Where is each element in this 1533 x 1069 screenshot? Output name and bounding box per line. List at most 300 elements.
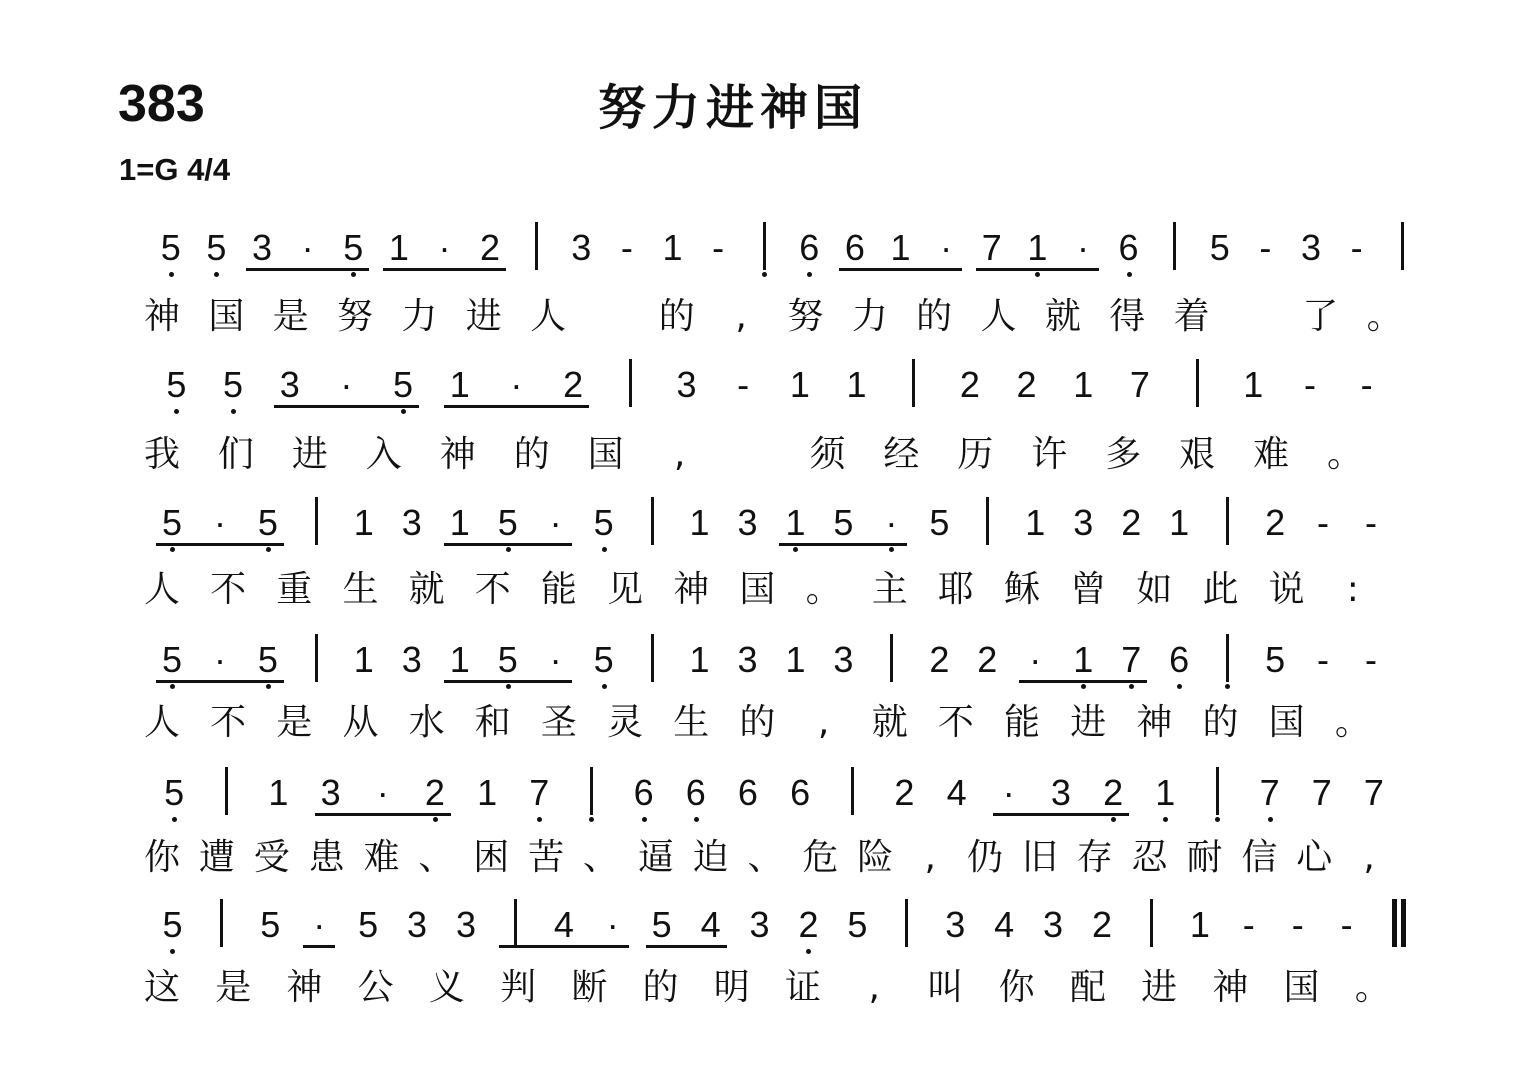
- note-digit: 1: [689, 502, 710, 543]
- note-digit: 6: [844, 227, 865, 268]
- lyric-char: 许: [1031, 434, 1068, 475]
- lyric-char: 遭: [198, 837, 235, 878]
- final-barline: [1401, 899, 1406, 947]
- lyric-char: 你: [143, 837, 180, 878]
- low-octave-dot: [807, 272, 812, 277]
- note-digit: 7: [529, 772, 550, 813]
- lyric-char: 生: [342, 569, 379, 610]
- barline: [651, 634, 654, 682]
- low-octave-dot: [506, 684, 511, 689]
- low-octave-dot: [806, 949, 811, 954]
- barline: [851, 767, 854, 815]
- note-digit: 1: [1073, 639, 1094, 680]
- note-digit: 5: [358, 904, 379, 945]
- barline: [1150, 899, 1153, 947]
- lyric-char: 历: [957, 434, 994, 475]
- lyric-char: 不: [210, 702, 247, 743]
- note-digit: 1: [1025, 502, 1046, 543]
- beam-underline: [976, 268, 1099, 271]
- note-digit: 5: [833, 502, 854, 543]
- dot-rhythm: ·: [549, 502, 562, 543]
- note-digit: 1: [1189, 904, 1210, 945]
- low-octave-dot: [351, 272, 356, 277]
- lyric-char: 入: [365, 434, 402, 475]
- barline: [1216, 767, 1219, 815]
- note-digit: 6: [1169, 639, 1190, 680]
- lyric-char: 的: [916, 296, 953, 337]
- lyric-char: 神: [673, 569, 710, 610]
- lyric-char: 、: [582, 837, 619, 878]
- hymn-title: 努力进神国: [598, 80, 869, 136]
- dot-rhythm: ·: [213, 502, 226, 543]
- dot-rhythm: ·: [301, 227, 314, 268]
- barline: [905, 899, 908, 947]
- lyric-char: 国: [587, 434, 624, 475]
- lyric-char: 努: [787, 296, 824, 337]
- lyric-char: 就: [408, 569, 445, 610]
- lyric-char: 明: [713, 967, 750, 1008]
- lyric-char: 心: [1296, 837, 1333, 878]
- lyric-char: 患: [308, 837, 345, 878]
- lyric-char: 多: [1105, 434, 1142, 475]
- low-octave-dot: [401, 409, 406, 414]
- extension-dash: -: [737, 364, 750, 405]
- lyric-char: 能: [1004, 702, 1041, 743]
- lyric-char: 耶: [937, 569, 974, 610]
- note-digit: 6: [685, 772, 706, 813]
- note-digit: 1: [449, 502, 470, 543]
- note-digit: 3: [676, 364, 697, 405]
- lyric-char: ,: [673, 434, 686, 475]
- lyric-char: 、: [418, 837, 455, 878]
- lyric-char: ,: [868, 967, 880, 1008]
- low-octave-dot: [266, 547, 271, 552]
- lyric-char: 受: [253, 837, 290, 878]
- note-digit: 1: [1027, 227, 1048, 268]
- barline: [1196, 359, 1199, 407]
- low-octave-dot: [889, 547, 894, 552]
- note-digit: 5: [206, 227, 227, 268]
- lyric-char: 耐: [1186, 837, 1223, 878]
- lyric-char: 重: [276, 569, 313, 610]
- lyric-char: 曾: [1070, 569, 1107, 610]
- note-digit: 7: [981, 227, 1002, 268]
- barline: [225, 767, 228, 815]
- lyric-char: 判: [500, 967, 537, 1008]
- lyric-char: 逼: [637, 837, 674, 878]
- low-octave-dot: [1081, 684, 1086, 689]
- lyric-char: 。: [1334, 702, 1371, 743]
- note-digit: 1: [353, 502, 374, 543]
- note-digit: 5: [260, 904, 281, 945]
- beam-underline: [444, 543, 572, 546]
- beam-underline: [156, 543, 284, 546]
- lyric-char: 灵: [607, 702, 644, 743]
- barline: [763, 222, 766, 270]
- dot-rhythm: ·: [510, 364, 523, 405]
- low-octave-dot: [170, 547, 175, 552]
- lyric-char: 就: [1044, 296, 1081, 337]
- lyric-char: 神: [143, 296, 180, 337]
- note-digit: 1: [449, 639, 470, 680]
- beam-underline: [499, 945, 629, 948]
- lyric-char: ,: [924, 837, 936, 878]
- note-digit: 1: [1155, 772, 1176, 813]
- lyric-char: 得: [1109, 296, 1146, 337]
- lyric-char: 力: [401, 296, 438, 337]
- note-digit: 1: [268, 772, 289, 813]
- lyric-char: 困: [473, 837, 510, 878]
- note-digit: 5: [161, 639, 182, 680]
- note-digit: 3: [407, 904, 428, 945]
- lyric-char: 存: [1076, 837, 1113, 878]
- beam-underline: [383, 268, 506, 271]
- note-digit: 6: [790, 772, 811, 813]
- note-digit: 3: [737, 502, 758, 543]
- low-octave-dot: [589, 817, 594, 822]
- lyric-char: 见: [607, 569, 644, 610]
- lyric-char: 须: [809, 434, 846, 475]
- low-octave-dot: [642, 817, 647, 822]
- low-octave-dot: [169, 272, 174, 277]
- note-digit: 3: [320, 772, 341, 813]
- dot-rhythm: ·: [313, 904, 326, 945]
- barline: [651, 497, 654, 545]
- note-digit: 1: [846, 364, 867, 405]
- note-digit: 2: [894, 772, 915, 813]
- note-digit: 1: [662, 227, 683, 268]
- lyric-char: 从: [342, 702, 379, 743]
- lyric-char: 迫: [692, 837, 729, 878]
- extension-dash: -: [1303, 364, 1316, 405]
- extension-dash: -: [1259, 227, 1272, 268]
- extension-dash: -: [1291, 904, 1304, 945]
- beam-underline: [646, 945, 727, 948]
- dot-rhythm: ·: [885, 502, 898, 543]
- note-digit: 7: [1259, 772, 1280, 813]
- note-digit: 3: [1050, 772, 1071, 813]
- note-digit: 5: [257, 502, 278, 543]
- note-digit: 6: [799, 227, 820, 268]
- lyric-char: 配: [1069, 967, 1106, 1008]
- low-octave-dot: [537, 817, 542, 822]
- barline: [1173, 222, 1176, 270]
- lyric-char: 人: [143, 702, 180, 743]
- note-digit: 5: [166, 364, 187, 405]
- barline: [890, 634, 893, 682]
- note-digit: 3: [749, 904, 770, 945]
- lyric-char: 神: [286, 967, 323, 1008]
- extension-dash: -: [712, 227, 725, 268]
- lyric-char: 就: [871, 702, 908, 743]
- lyric-char: 信: [1241, 837, 1278, 878]
- note-digit: 4: [553, 904, 574, 945]
- lyric-char: 人: [530, 296, 567, 337]
- note-digit: 1: [890, 227, 911, 268]
- lyric-char: 说: [1268, 569, 1305, 610]
- lyric-char: 是: [276, 702, 313, 743]
- note-digit: 3: [1043, 904, 1064, 945]
- note-digit: 5: [164, 772, 185, 813]
- note-digit: 2: [424, 772, 445, 813]
- lyric-char: 。: [1327, 434, 1364, 475]
- note-digit: 1: [477, 772, 498, 813]
- note-digit: 2: [1121, 502, 1142, 543]
- lyric-char: :: [1346, 569, 1359, 610]
- lyric-char: 这: [143, 967, 180, 1008]
- lyric-char: 神: [1212, 967, 1249, 1008]
- note-digit: 3: [833, 639, 854, 680]
- lyric-char: 忍: [1131, 837, 1168, 878]
- lyric-char: 进: [465, 296, 502, 337]
- note-digit: 1: [449, 364, 470, 405]
- low-octave-dot: [170, 949, 175, 954]
- note-digit: 2: [480, 227, 501, 268]
- note-digit: 1: [785, 639, 806, 680]
- lyric-char: 。: [1354, 967, 1391, 1008]
- lyric-char: 险: [857, 837, 894, 878]
- low-octave-dot: [1177, 684, 1182, 689]
- dot-rhythm: ·: [1029, 639, 1042, 680]
- lyric-char: 的: [513, 434, 550, 475]
- note-digit: 1: [1169, 502, 1190, 543]
- note-digit: 1: [785, 502, 806, 543]
- low-octave-dot: [602, 684, 607, 689]
- beam-underline: [303, 945, 335, 948]
- lyric-char: ,: [735, 296, 747, 337]
- low-octave-dot: [694, 817, 699, 822]
- lyric-char: ,: [1363, 837, 1375, 878]
- note-digit: 5: [497, 502, 518, 543]
- lyric-char: 仍: [967, 837, 1004, 878]
- barline: [535, 222, 538, 270]
- barline: [1226, 634, 1229, 682]
- dot-rhythm: ·: [606, 904, 619, 945]
- note-digit: 7: [1363, 772, 1384, 813]
- note-digit: 1: [1073, 364, 1094, 405]
- extension-dash: -: [1365, 502, 1378, 543]
- lyric-char: 生: [673, 702, 710, 743]
- note-digit: 5: [497, 639, 518, 680]
- note-digit: 5: [593, 502, 614, 543]
- low-octave-dot: [602, 547, 607, 552]
- dot-rhythm: ·: [213, 639, 226, 680]
- low-octave-dot: [793, 547, 798, 552]
- low-octave-dot: [762, 272, 767, 277]
- lyric-char: 如: [1136, 569, 1173, 610]
- note-digit: 4: [994, 904, 1015, 945]
- barline: [590, 767, 593, 815]
- extension-dash: -: [1242, 904, 1255, 945]
- note-digit: 6: [1118, 227, 1139, 268]
- note-digit: 2: [1265, 502, 1286, 543]
- low-octave-dot: [231, 409, 236, 414]
- note-digit: 5: [161, 502, 182, 543]
- lyric-char: 圣: [540, 702, 577, 743]
- note-digit: 5: [393, 364, 414, 405]
- note-digit: 5: [343, 227, 364, 268]
- note-digit: 2: [1103, 772, 1124, 813]
- note-digit: 6: [633, 772, 654, 813]
- note-digit: 1: [353, 639, 374, 680]
- low-octave-dot: [1035, 272, 1040, 277]
- lyric-char: 苦: [528, 837, 565, 878]
- barline: [220, 899, 223, 947]
- dot-rhythm: ·: [376, 772, 389, 813]
- note-digit: 3: [401, 502, 422, 543]
- lyric-char: 的: [739, 702, 776, 743]
- extension-dash: -: [620, 227, 633, 268]
- lyric-char: 难: [1253, 434, 1290, 475]
- note-digit: 6: [737, 772, 758, 813]
- note-digit: 2: [1016, 364, 1037, 405]
- lyric-char: 稣: [1004, 569, 1041, 610]
- lyric-char: 叫: [927, 967, 964, 1008]
- low-octave-dot: [214, 272, 219, 277]
- note-digit: 1: [388, 227, 409, 268]
- dot-rhythm: ·: [549, 639, 562, 680]
- beam-underline: [156, 680, 284, 683]
- beam-underline: [444, 680, 572, 683]
- lyric-char: 是: [215, 967, 252, 1008]
- note-digit: 3: [571, 227, 592, 268]
- lyric-char: 国: [739, 569, 776, 610]
- note-digit: 5: [651, 904, 672, 945]
- lyric-char: 公: [357, 967, 394, 1008]
- lyric-char: 、: [747, 837, 784, 878]
- note-digit: 3: [737, 639, 758, 680]
- dot-rhythm: ·: [340, 364, 353, 405]
- lyric-char: 难: [363, 837, 400, 878]
- beam-underline: [839, 268, 962, 271]
- lyric-char: 努: [337, 296, 374, 337]
- hymn-number: 383: [118, 75, 205, 133]
- note-digit: 2: [977, 639, 998, 680]
- low-octave-dot: [172, 817, 177, 822]
- lyric-char: 你: [998, 967, 1035, 1008]
- note-digit: 5: [160, 227, 181, 268]
- lyric-char: 不: [474, 569, 511, 610]
- note-digit: 5: [257, 639, 278, 680]
- lyric-char: 着: [1173, 296, 1210, 337]
- lyric-char: 此: [1202, 569, 1239, 610]
- beam-underline: [315, 813, 451, 816]
- lyric-char: 国: [1283, 967, 1320, 1008]
- note-digit: 7: [1129, 364, 1150, 405]
- lyric-char: 国: [1268, 702, 1305, 743]
- dot-rhythm: ·: [1076, 227, 1089, 268]
- beam-underline: [274, 405, 419, 408]
- extension-dash: -: [1365, 639, 1378, 680]
- low-octave-dot: [1111, 817, 1116, 822]
- barline: [986, 497, 989, 545]
- lyric-char: 艰: [1179, 434, 1216, 475]
- lyric-char: 危: [802, 837, 839, 878]
- lyric-char: 国: [208, 296, 245, 337]
- low-octave-dot: [1268, 817, 1273, 822]
- lyric-char: 能: [540, 569, 577, 610]
- lyric-char: 经: [883, 434, 920, 475]
- low-octave-dot: [174, 409, 179, 414]
- note-digit: 4: [946, 772, 967, 813]
- low-octave-dot: [266, 684, 271, 689]
- lyric-char: 旧: [1021, 837, 1058, 878]
- note-digit: 3: [945, 904, 966, 945]
- lyric-char: 主: [871, 569, 908, 610]
- beam-underline: [1019, 680, 1147, 683]
- barline: [912, 359, 915, 407]
- lyric-char: 和: [474, 702, 511, 743]
- barline: [514, 899, 517, 947]
- beam-underline: [444, 405, 589, 408]
- lyric-char: 义: [428, 967, 465, 1008]
- barline: [1226, 497, 1229, 545]
- lyric-char: 断: [571, 967, 608, 1008]
- barline: [629, 359, 632, 407]
- note-digit: 2: [798, 904, 819, 945]
- note-digit: 2: [1091, 904, 1113, 945]
- note-digit: 5: [929, 502, 950, 543]
- note-digit: 3: [1073, 502, 1094, 543]
- low-octave-dot: [1127, 272, 1132, 277]
- lyric-char: 不: [937, 702, 974, 743]
- lyric-char: 了: [1302, 296, 1339, 337]
- lyric-char: 神: [1136, 702, 1173, 743]
- lyric-char: 。: [805, 569, 842, 610]
- lyric-char: 我: [143, 434, 180, 475]
- note-digit: 7: [1311, 772, 1332, 813]
- extension-dash: -: [1360, 364, 1373, 405]
- lyric-char: 的: [1202, 702, 1239, 743]
- lyric-char: 人: [980, 296, 1017, 337]
- lyric-char: 不: [210, 569, 247, 610]
- note-digit: 5: [162, 904, 183, 945]
- low-octave-dot: [433, 817, 438, 822]
- barline: [315, 634, 318, 682]
- note-digit: 5: [593, 639, 614, 680]
- lyric-char: ,: [817, 702, 830, 743]
- lyric-char: 进: [1070, 702, 1107, 743]
- dot-rhythm: ·: [438, 227, 451, 268]
- low-octave-dot: [1215, 817, 1220, 822]
- lyric-char: 。: [1366, 296, 1403, 337]
- barline: [315, 497, 318, 545]
- note-digit: 7: [1121, 639, 1142, 680]
- note-digit: 5: [223, 364, 244, 405]
- key-signature: 1=G 4/4: [119, 152, 231, 187]
- note-digit: 3: [279, 364, 300, 405]
- note-digit: 5: [1265, 639, 1286, 680]
- low-octave-dot: [1163, 817, 1168, 822]
- lyric-char: 证: [784, 967, 821, 1008]
- note-digit: 3: [1300, 227, 1321, 268]
- extension-dash: -: [1317, 639, 1330, 680]
- note-digit: 4: [700, 904, 721, 945]
- lyric-char: 的: [642, 967, 679, 1008]
- note-digit: 3: [455, 904, 477, 945]
- lyric-char: 们: [217, 434, 254, 475]
- beam-underline: [993, 813, 1129, 816]
- lyric-char: 进: [291, 434, 328, 475]
- lyric-char: 水: [408, 702, 445, 743]
- note-digit: 5: [1209, 227, 1230, 268]
- low-octave-dot: [1225, 684, 1230, 689]
- dot-rhythm: ·: [940, 227, 953, 268]
- extension-dash: -: [1317, 502, 1330, 543]
- lyric-char: 人: [143, 569, 180, 610]
- low-octave-dot: [506, 547, 511, 552]
- dot-rhythm: ·: [1002, 772, 1015, 813]
